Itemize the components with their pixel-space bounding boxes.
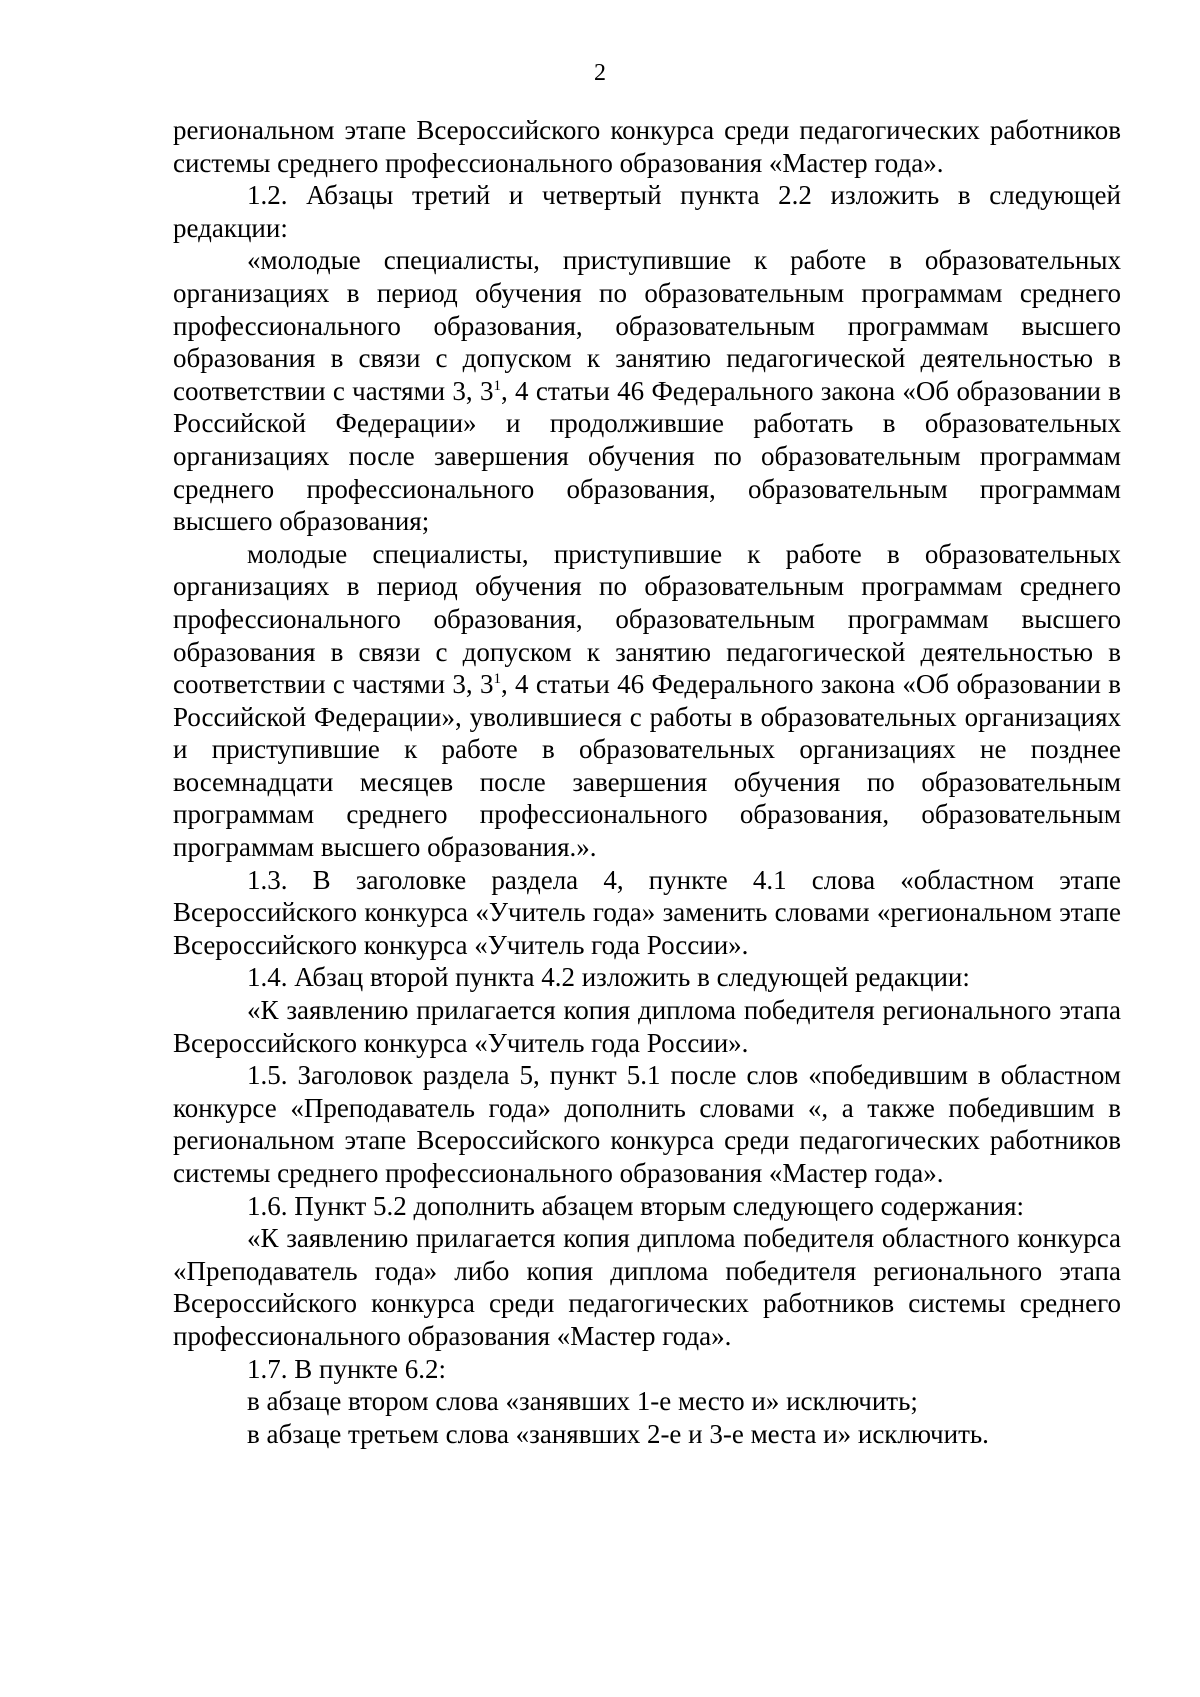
paragraph-quote-young-specialists-2 xyxy=(173,538,1121,864)
paragraph-1-7: 1.7. В пункте 6.2: xyxy=(247,1353,446,1384)
paragraph-continuation: региональном этапе Всероссийского конкурса среди педагогических работников системы среднего профессионального образования «Мастер года». xyxy=(173,115,1121,178)
paragraph-1-3: 1.3. В заголовке раздела 4, пункте 4.1 слова «областном этапе Всероссийского конкурса «Учитель года» заменить словами «региональном этапе Всероссийского конкурса «Учитель года России». xyxy=(173,864,1121,960)
paragraph-text-after: , 4 статьи 46 Федерального закона «Об образовании в Российской Федерации» и продолжившие работать в образовательных организациях после завершения обучения по образовательным программам среднего профессионального образования, образовательным программам высшего образования; xyxy=(173,375,1121,537)
paragraph-quote-young-specialists-1 xyxy=(173,244,1121,537)
paragraph-1-7-item-2: в абзаце третьем слова «занявших 2-е и 3-е места и» исключить. xyxy=(247,1418,989,1449)
paragraph-1-7-item-1: в абзаце втором слова «занявших 1-е место и» исключить; xyxy=(247,1386,918,1417)
paragraph-text-before: «молодые специалисты, приступившие к работе в образовательных организациях в период обучения по образовательным программам среднего профессионального образования, образовательным программам высшего образования в связи с допуском к занятию педагогической деятельностью в соответствии с частями 3, 3 xyxy=(173,245,1121,406)
paragraph-quote-diploma-lecturer: «К заявлению прилагается копия диплома победителя областного конкурса «Преподаватель года» либо копия диплома победителя регионального этапа Всероссийского конкурса среди педагогических работников системы среднего профессионального образования «Мастер года». xyxy=(173,1223,1121,1351)
paragraph-1-2: 1.2. Абзацы третий и четвертый пункта 2.2 изложить в следующей редакции: xyxy=(173,180,1121,243)
paragraph-text-after: , 4 статьи 46 Федерального закона «Об образовании в Российской Федерации», уволившиеся с работы в образовательных организациях и приступившие к работе в образовательных организациях не позднее восемнадцати месяцев после завершения обучения по образовательным программам среднего профессионального образования, образовательным программам высшего образования.». xyxy=(173,669,1121,863)
superscript: 1 xyxy=(493,671,501,688)
paragraph-1-4: 1.4. Абзац второй пункта 4.2 изложить в следующей редакции: xyxy=(247,962,970,993)
page-number: 2 xyxy=(594,60,606,86)
superscript: 1 xyxy=(493,377,501,394)
document-body xyxy=(173,114,1121,1450)
paragraph-text-before: молодые специалисты, приступившие к работе в образовательных организациях в период обучения по образовательным программам среднего профессионального образования, образовательным программам высшего образования в связи с допуском к занятию педагогической деятельностью в соответствии с частями 3, 3 xyxy=(173,538,1121,700)
paragraph-1-5: 1.5. Заголовок раздела 5, пункт 5.1 после слов «победившим в областном конкурсе «Преподаватель года» дополнить словами «, а также победившим в региональном этапе Всероссийского конкурса среди педагогических работников системы среднего профессионального образования «Мастер года». xyxy=(173,1060,1121,1188)
paragraph-quote-diploma-teacher: «К заявлению прилагается копия диплома победителя регионального этапа Всероссийского конкурса «Учитель года России». xyxy=(173,995,1121,1058)
paragraph-1-6: 1.6. Пункт 5.2 дополнить абзацем вторым следующего содержания: xyxy=(247,1190,1025,1221)
